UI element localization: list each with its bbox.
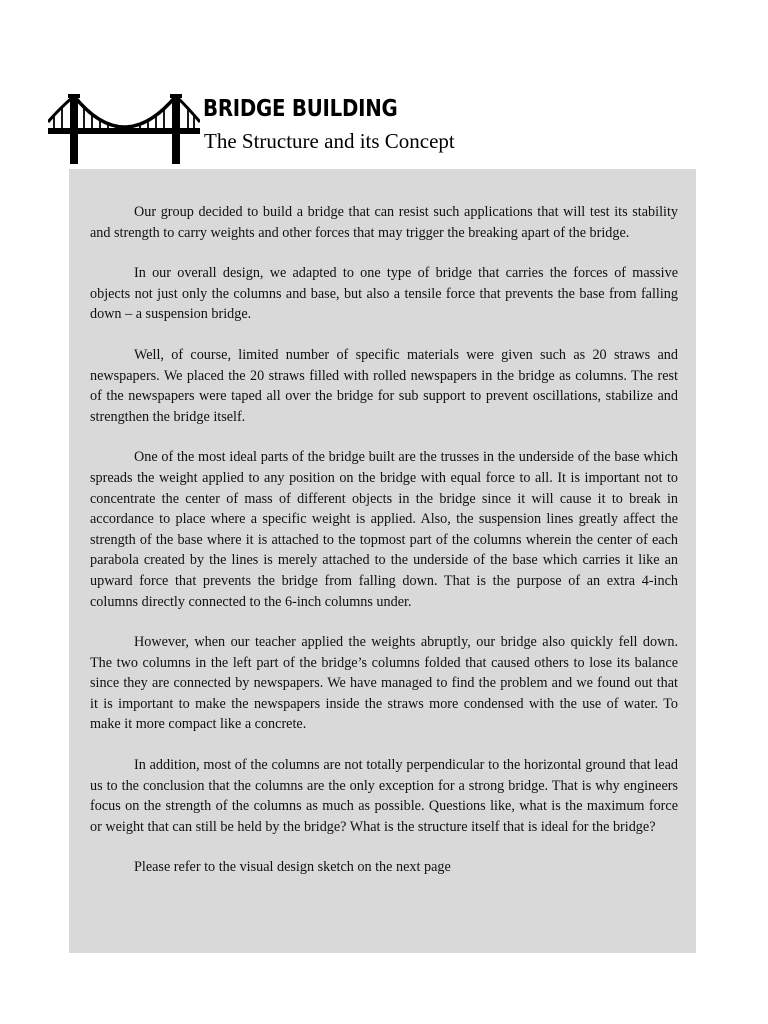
body-paragraph: Our group decided to build a bridge that can resist such applications that will test its stability and strength to carry weights and other forces that may trigger the breaking apart of the bridge. [90,204,678,241]
document-header [48,92,708,168]
body-paragraph: Please refer to the visual design sketch on the next page [134,859,451,876]
body-paragraph: In our overall design, we adapted to one type of bridge that carries the forces of massive objects not just only the columns and base, but also a tensile force that prevents the base from falling down – a suspension bridge. [90,265,678,323]
body-paragraph: In addition, most of the columns are not totally perpendicular to the horizontal ground that lead us to the conclusion that the columns are the only exception for a strong bridge. That is why engineers focus on the strength of the columns as much as possible. Questions like, what is the maximum force or weight that can still be held by the bridge? What is the structure itself that is ideal for the bridge? [90,757,678,835]
document-title: BRIDGE BUILDING [203,96,398,122]
body-paragraph: One of the most ideal parts of the bridge built are the trusses in the underside of the base which spreads the weight applied to any position on the bridge with equal force to all. It is important not to concentrate the center of mass of different objects in the bridge since it will cause it to break in accordance to place where a specific weight is applied. Also, the suspension lines greatly affect the strength of the base where it is attached to the topmost part of the columns wherein the center of each parabola created by the lines is merely attached to the underside of the base which carries it like an upward force that prevents the bridge from falling down. That is the purpose of an extra 4-inch columns directly connected to the 6-inch columns under. [90,449,678,610]
document-subtitle: The Structure and its Concept [204,129,455,153]
body-text-panel [69,169,696,953]
body-paragraph: However, when our teacher applied the weights abruptly, our bridge also quickly fell down. The two columns in the left part of the bridge’s columns folded that caused others to lose its balance since they are connected by newspapers. We have managed to find the problem and we found out that it is important to make the newspapers inside the straws more condensed with the use of water. To make it more compact like a concrete. [90,634,678,733]
body-paragraph: Well, of course, limited number of specific materials were given such as 20 straws and newspapers. We placed the 20 straws filled with rolled newspapers in the bridge as columns. The rest of the newspapers were taped all over the bridge for sub support to prevent oscillations, stabilize and strengthen the bridge itself. [90,346,678,425]
suspension-bridge-icon [48,92,200,164]
